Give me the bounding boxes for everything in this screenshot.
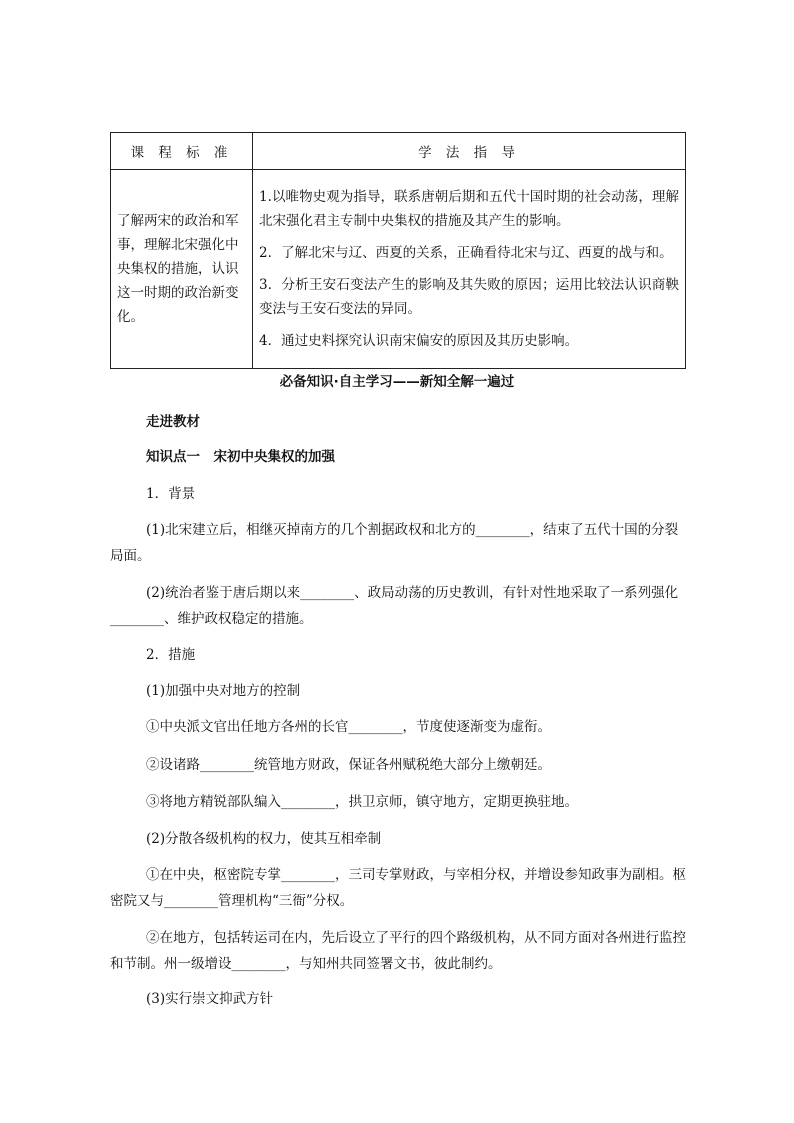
guidance-item-2: 2．了解北宋与辽、西夏的关系，正确看待北宋与辽、西夏的战与和。: [259, 245, 673, 261]
measure-3-heading: (3)实行崇文抑武方针: [146, 991, 274, 1007]
study-guidance-list: [253, 170, 686, 369]
curriculum-table: [110, 132, 686, 369]
section-title: 必备知识·自主学习——新知全解一遍过: [279, 374, 515, 390]
table-body-row: [111, 170, 686, 369]
measure-1-item-b: ②设诸路________统管地方财政，保证各州赋税绝大部分上缴朝廷。: [146, 757, 551, 773]
measure-1-item-c: ③将地方精锐部队编入________，拱卫京师，镇守地方，定期更换驻地。: [146, 794, 578, 810]
measures-heading: 2．措施: [146, 647, 196, 663]
background-item-2: (2)统治者鉴于唐后期以来________、政局动荡的历史教训，有针对性地采取了一系列强化________、维护政权稳定的措施。: [110, 585, 679, 627]
header-study-guidance: 学 法 指 导: [253, 133, 686, 170]
measure-2-item-a: ①在中央，枢密院专掌________，三司专掌财政，与宰相分权，并增设参知政事为副相。枢密院又与________管理机构“三衙”分权。: [110, 867, 686, 909]
guidance-item-3: 3．分析王安石变法产生的影响及其失败的原因；运用比较法认识商鞅变法与王安石变法的异同。: [259, 277, 679, 317]
guidance-item-1: 1.以唯物史观为指导，联系唐朝后期和五代十国时期的社会动荡，理解北宋强化君主专制中央集权的措施及其产生的影响。: [259, 189, 679, 229]
intro-heading: 走进教材: [146, 414, 200, 430]
guidance-item-4: 4．通过史料探究认识南宋偏安的原因及其历史影响。: [259, 333, 579, 349]
measure-1-heading: (1)加强中央对地方的控制: [146, 683, 301, 699]
table-header-row: [111, 133, 686, 170]
header-curriculum-standard: 课 程 标 准: [111, 133, 253, 170]
measure-2-heading: (2)分散各级机构的权力，使其互相牵制: [146, 831, 382, 847]
measure-1-item-a: ①中央派文官出任地方各州的长官________，节度使逐渐变为虚衔。: [146, 719, 551, 735]
knowledge-point-heading: 知识点一 宋初中央集权的加强: [146, 449, 335, 465]
background-heading: 1．背景: [146, 486, 196, 502]
curriculum-standard-text: 了解两宋的政治和军事，理解北宋强化中央集权的措施，认识这一时期的政治新变化。: [111, 170, 253, 369]
background-item-1: (1)北宋建立后，相继灭掉南方的几个割据政权和北方的________，结束了五代十国的分裂局面。: [110, 522, 679, 564]
measure-2-item-b: ②在地方，包括转运司在内，先后设立了平行的四个路级机构，从不同方面对各州进行监控和节制。州一级增设________，与知州共同签署文书，彼此制约。: [110, 930, 686, 972]
